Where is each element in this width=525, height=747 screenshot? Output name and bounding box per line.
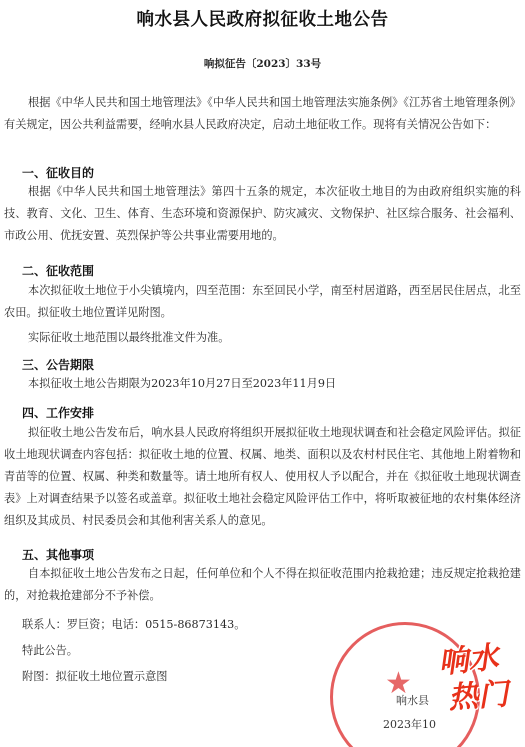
logo-text-line2: 热门: [447, 676, 510, 717]
signature-date: 2023年10: [383, 718, 436, 731]
intro-paragraph: 根据《中华人民共和国土地管理法》《中华人民共和国土地管理法实施条例》《江苏省土地管理条例》有关规定，因公共利益需要，经响水县人民政府决定，启动土地征收工作。现将有关情况公告如下：: [4, 96, 521, 131]
section-other-paragraph: 自本拟征收土地公告发布之日起，任何单位和个人不得在拟征收范围内抢栽抢建；违反规定抢栽抢建的，对抢栽抢建部分不予补偿。: [4, 567, 521, 602]
document-number: 响拟征告〔2023〕33号: [203, 58, 322, 70]
watermark-logo: [436, 635, 524, 717]
section-heading-period: 三、公告期限: [22, 358, 95, 372]
section-scope-paragraph-1: 本次拟征收土地位于小尖镇境内，四至范围：东至回民小学，南至村居道路，西至居民住居点，北至农田。拟征收土地位置详见附图。: [4, 284, 521, 319]
section-arrangement-paragraph: 拟征收土地公告发布后，响水县人民政府将组织开展拟征收土地现状调查和社会稳定风险评估。拟征收土地现状调查内容包括：拟征收土地的位置、权属、地类、面积以及农村村民住宅、其他地上附着物和青苗等的位置、权属、种类和数量等。请土地所有权人、使用权人予以配合，并在《拟征收土地现状调查表》上对调查结果予以签名或盖章。拟征收土地社会稳定风险评估工作中，将听取被征地的农村集体经济组织及其成员、村民委员会和其他利害关系人的意见。: [4, 426, 521, 527]
section-heading-other: 五、其他事项: [22, 548, 95, 562]
attachment-line: 附图：拟征收土地位置示意图: [22, 670, 168, 683]
section-heading-arrangement: 四、工作安排: [22, 406, 95, 420]
signer-name: 响水县: [396, 694, 429, 707]
contact-line: 联系人：罗巨资；电话：0515-86873143。: [22, 618, 246, 631]
closing-line: 特此公告。: [22, 644, 78, 657]
section-heading-purpose: 一、征收目的: [22, 166, 95, 180]
section-period-paragraph: 本拟征收土地公告期限为2023年10月27日至2023年11月9日: [28, 377, 337, 390]
section-purpose-paragraph: 根据《中华人民共和国土地管理法》第四十五条的规定，本次征收土地目的为由政府组织实施的科技、教育、文化、卫生、体育、生态环境和资源保护、防灾减灾、文物保护、社区综合服务、社会福利、市政公用、优抚安置、英烈保护等公共事业需要用地的。: [4, 185, 521, 242]
document-title: 响水县人民政府拟征收土地公告: [136, 10, 389, 30]
seal-star-icon: ★: [385, 666, 412, 701]
logo-text-line1: 响水: [436, 639, 501, 682]
section-heading-scope: 二、征收范围: [22, 264, 95, 278]
section-scope-paragraph-2: 实际征收土地范围以最终批准文件为准。: [28, 331, 230, 344]
